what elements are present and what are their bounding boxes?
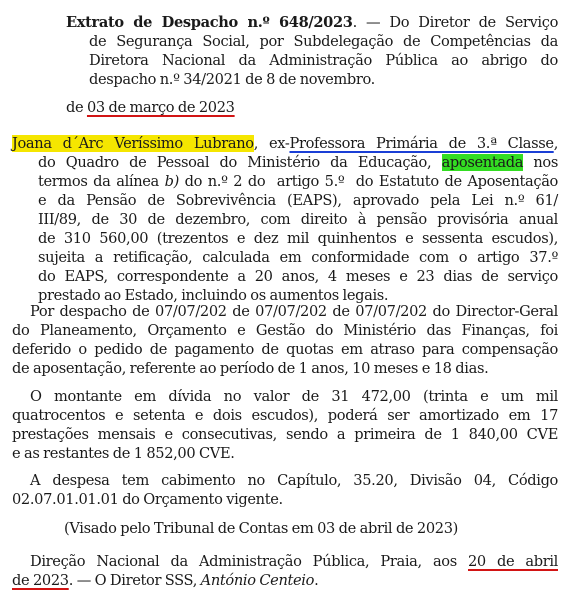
quotas-line-1: Por despacho de 07/07/202 de 07/07/202 de 07/07/202 do Director-Geral bbox=[30, 303, 558, 320]
signature-line-2: de 2023. — O Diretor SSS, António Centeio. bbox=[12, 572, 319, 589]
retiree-role: Professora Primária de 3.ª Classe bbox=[289, 135, 554, 152]
amount-line-4: e as restantes de 1 852,00 CVE. bbox=[12, 445, 235, 462]
retiree-line-4: e da Pensão de Sobrevivência (EAPS), aprovado pela Lei n.º 61/ bbox=[38, 192, 558, 209]
retiree-line-6: de 310 560,00 (trezentos e dez mil quinhentos e sessenta escudos), bbox=[38, 230, 558, 247]
retiree-line-9: prestado ao Estado, incluindo os aumentos legais. bbox=[38, 287, 389, 304]
extract-title: Extrato de Despacho n.º 648/2023 bbox=[66, 14, 353, 31]
signature-date-part-2: de 2023 bbox=[12, 572, 69, 589]
signature-date-part-1: 20 de abril bbox=[468, 553, 558, 570]
signature-line-1: Direção Nacional da Administração Pública, Praia, aos 20 de abril bbox=[30, 553, 558, 570]
extract-header-line-2: de Segurança Social, por Subdelegação de Competências da bbox=[89, 33, 558, 50]
quotas-line-2: do Planeamento, Orçamento e Gestão do Ministério das Finanças, foi bbox=[12, 322, 558, 339]
expense-line-1: A despesa tem cabimento no Capítulo, 35.20, Divisão 04, Código bbox=[30, 472, 558, 489]
retiree-line-3: termos da alínea b) do n.º 2 do artigo 5.º do Estatuto de Aposentação bbox=[38, 173, 558, 190]
visa-note: (Visado pelo Tribunal de Contas em 03 de abril de 2023) bbox=[64, 520, 458, 537]
dispatch-date-prefix: de bbox=[66, 99, 87, 116]
extract-header-line-3: Diretora Nacional da Administração Pública ao abrigo do bbox=[89, 52, 558, 69]
retiree-name: Joana d´Arc Veríssimo Lubrano bbox=[12, 135, 254, 152]
retiree-line-5: III/89, de 30 de dezembro, com direito à pensão provisória anual bbox=[38, 211, 558, 228]
extract-header-line-1 bbox=[66, 13, 558, 32]
extract-header-line-4: despacho n.º 34/2021 de 8 de novembro. bbox=[89, 71, 375, 88]
extract-title-rest: . — Do Diretor de Serviço bbox=[352, 14, 559, 31]
amount-line-1: O montante em dívida no valor de 31 472,00 (trinta e um mil bbox=[30, 388, 558, 405]
retiree-line-2: do Quadro de Pessoal do Ministério da Educação, aposentada nos bbox=[38, 154, 558, 171]
retiree-line-8: do EAPS, correspondente a 20 anos, 4 meses e 23 dias de serviço bbox=[38, 268, 558, 285]
dispatch-date-line bbox=[66, 98, 235, 117]
retiree-line-7: sujeita a retificação, calculada em conformidade com o artigo 37.º bbox=[38, 249, 558, 266]
quotas-line-3: deferido o pedido de pagamento de quotas em atraso para compensação bbox=[12, 341, 558, 358]
dispatch-date: 03 de março de 2023 bbox=[86, 99, 235, 116]
amount-line-3: prestações mensais e consecutivas, sendo a primeira de 1 840,00 CVE bbox=[12, 426, 558, 443]
expense-line-2: 02.07.01.01.01 do Orçamento vigente. bbox=[12, 491, 283, 508]
retiree-line-1: Joana d´Arc Veríssimo Lubrano, ex-Professora Primária de 3.ª Classe, bbox=[12, 135, 558, 152]
signatory-name: António Centeio bbox=[200, 572, 315, 589]
amount-line-2: quatrocentos e setenta e dois escudos), poderá ser amortizado em 17 bbox=[12, 407, 558, 424]
retiree-status: aposentada bbox=[441, 154, 524, 171]
quotas-line-4: de aposentação, referente ao período de 1 anos, 10 meses e 18 dias. bbox=[12, 360, 489, 377]
